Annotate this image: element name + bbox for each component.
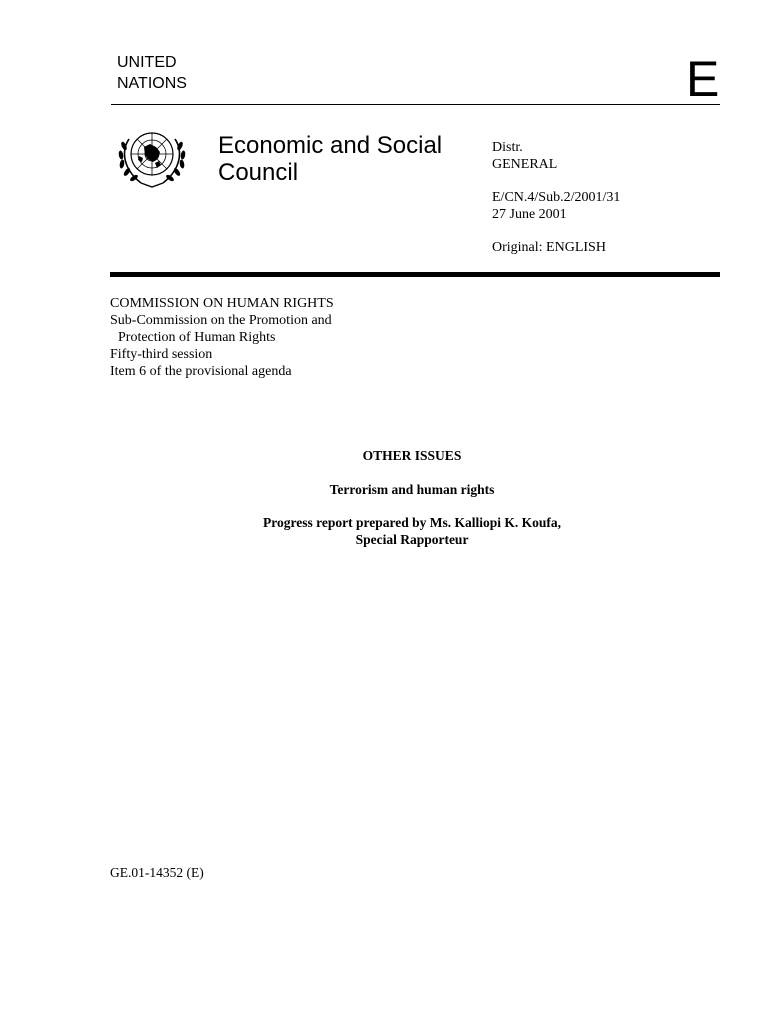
org-name-line1: UNITED [117, 54, 177, 71]
job-number: GE.01-14352 (E) [110, 865, 204, 880]
report-description [110, 514, 714, 548]
report-description-line2: Special Rapporteur [355, 532, 469, 547]
report-description-line1: Progress report prepared by Ms. Kalliopi K. Koufa, [262, 515, 561, 530]
session: Fifty-third session [110, 347, 213, 362]
un-emblem-icon [115, 125, 189, 191]
document-date: 27 June 2001 [492, 207, 567, 222]
agenda-item: Item 6 of the provisional agenda [110, 364, 292, 379]
body-name [218, 132, 442, 186]
subcommission-line2: Protection of Human Rights [118, 330, 276, 345]
meeting-info [110, 295, 334, 380]
subcommission-line1: Sub-Commission on the Promotion and [110, 313, 332, 328]
masthead-divider [110, 272, 720, 277]
section-heading: OTHER ISSUES [362, 448, 462, 463]
org-name-line2: NATIONS [117, 75, 187, 92]
body-name-line1: Economic and Social [218, 132, 443, 159]
language-code: E [686, 51, 720, 107]
report-subject: Terrorism and human rights [329, 482, 495, 497]
commission-name: COMMISSION ON HUMAN RIGHTS [110, 296, 334, 311]
distribution-block [492, 139, 557, 173]
header-divider [111, 104, 720, 105]
document-symbol: E/CN.4/Sub.2/2001/31 [492, 190, 621, 205]
org-name [117, 52, 187, 94]
original-language: Original: ENGLISH [492, 240, 606, 255]
distribution-label: Distr. [492, 140, 523, 155]
distribution-value: GENERAL [492, 157, 558, 172]
body-name-line2: Council [218, 159, 299, 186]
document-info [492, 189, 620, 223]
